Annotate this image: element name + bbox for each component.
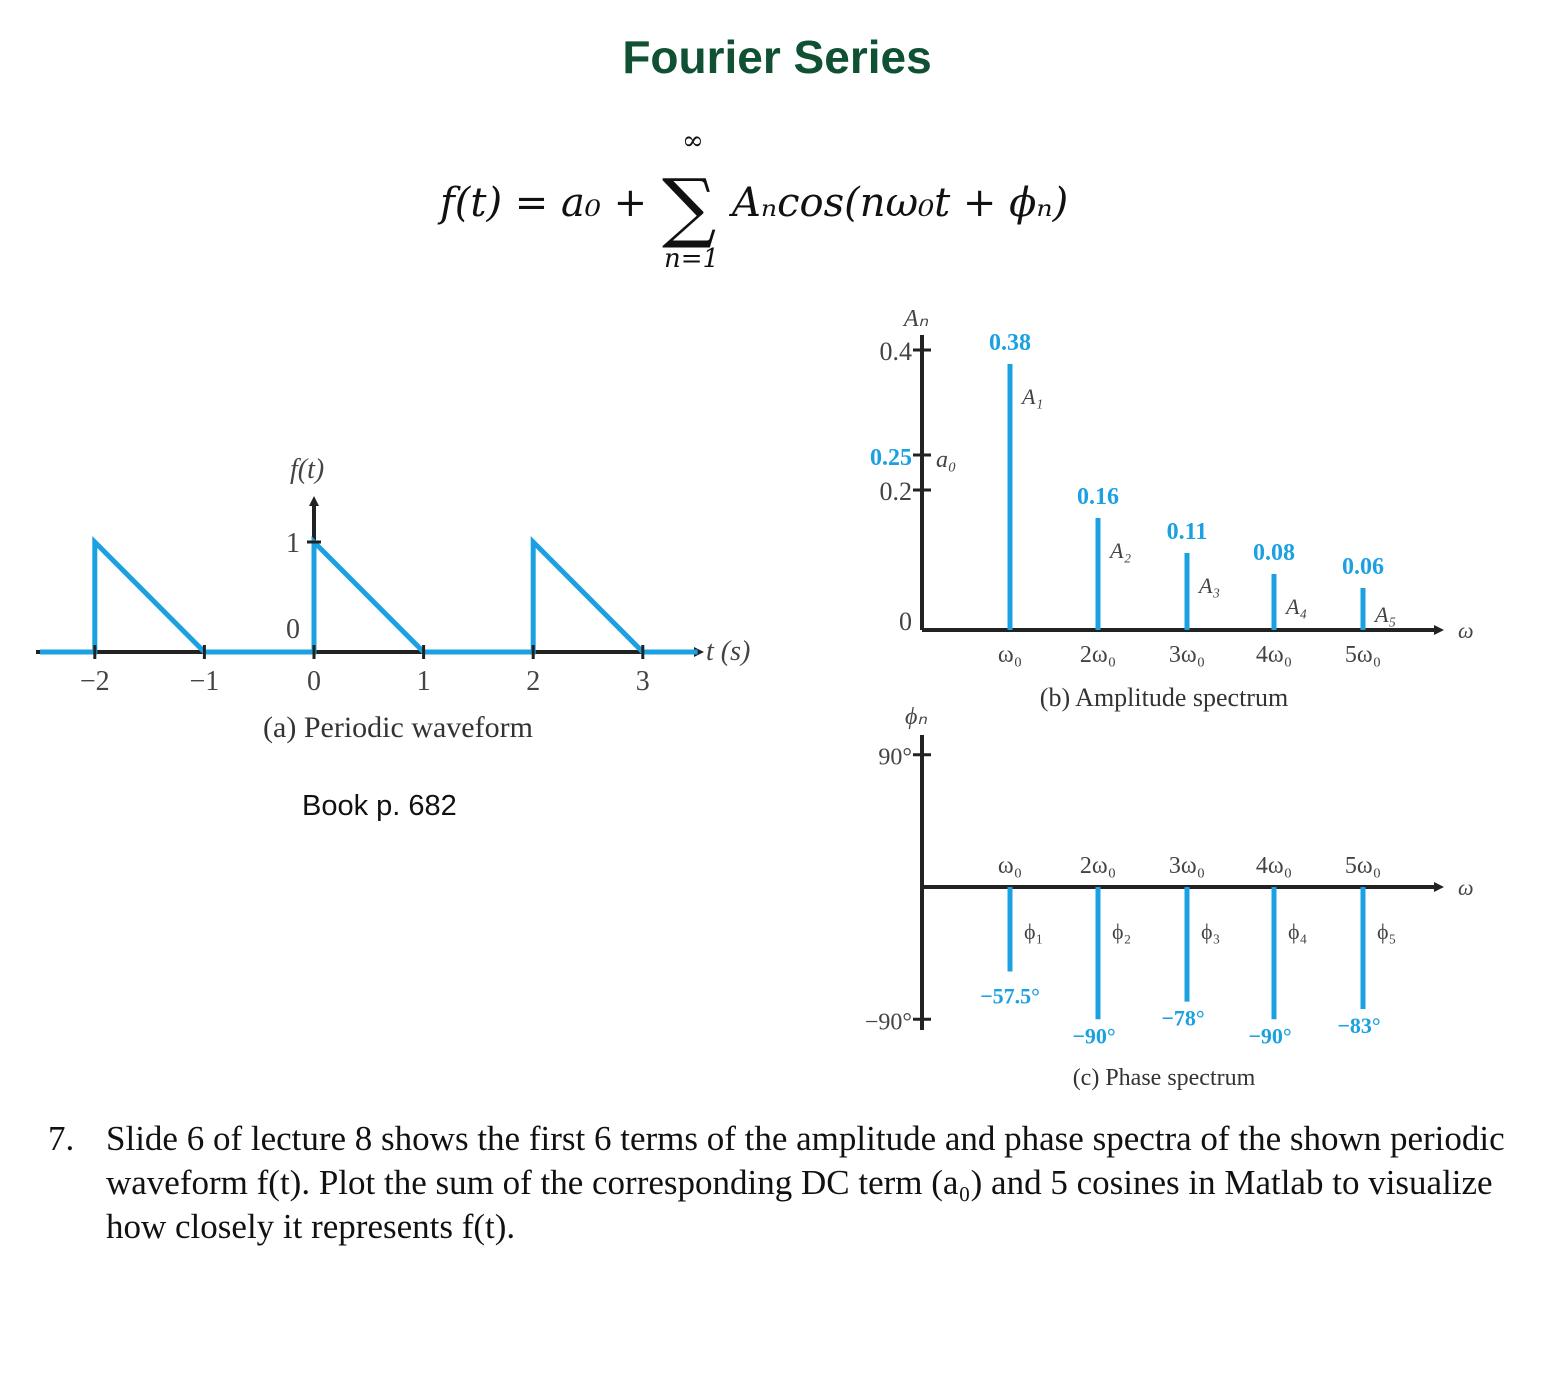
- amplitude-term-label: A₂: [1110, 538, 1132, 563]
- amplitude-value-label: 0.38: [989, 330, 1031, 356]
- y-tick-label: 90°: [878, 744, 912, 771]
- book-reference: Book p. 682: [302, 790, 457, 822]
- sum-symbol: ∑: [662, 162, 717, 251]
- chart-caption: (b) Amplitude spectrum: [1039, 683, 1289, 712]
- question-number: 7.: [48, 1119, 75, 1158]
- phase-term-label: ϕ₅: [1377, 919, 1397, 944]
- amplitude-value-label: 0.08: [1253, 540, 1295, 566]
- amplitude-spectrum-chart: [870, 306, 1474, 712]
- x-tick-label: 2ω₀: [1079, 642, 1117, 668]
- y-axis-label: Aₙ: [903, 306, 929, 332]
- y-axis-label: f(t): [290, 454, 325, 485]
- phase-term-label: ϕ₁: [1024, 919, 1044, 944]
- phase-term-label: ϕ₄: [1288, 919, 1308, 944]
- phase-value-label: −83°: [1337, 1013, 1381, 1039]
- phase-value-label: −57.5°: [980, 983, 1040, 1009]
- x-tick-label: 1: [416, 666, 431, 697]
- y-tick-label: −90°: [864, 1009, 912, 1036]
- phase-term-label: ϕ₂: [1112, 919, 1132, 944]
- formula-lhs: f(t) = a₀ +: [440, 180, 648, 226]
- x-tick-label: 3ω₀: [1168, 642, 1206, 668]
- amplitude-term-label: A₄: [1286, 594, 1308, 619]
- x-tick-label: 5ω₀: [1344, 642, 1382, 668]
- chart-caption: (c) Phase spectrum: [1072, 1065, 1256, 1091]
- x-tick-label: −2: [79, 666, 110, 697]
- x-tick-label: 3: [635, 666, 650, 697]
- y-axis-label: ϕₙ: [905, 704, 927, 730]
- phase-value-label: −78°: [1161, 1005, 1205, 1031]
- x-tick-label: 2: [526, 666, 541, 697]
- amplitude-value-label: 0.16: [1077, 484, 1119, 510]
- y-tick-label: 1: [286, 528, 300, 559]
- y-tick-label: 0.4: [879, 337, 912, 366]
- x-tick-label: ω₀: [997, 642, 1023, 668]
- phase-term-label: ϕ₃: [1201, 919, 1221, 944]
- amplitude-term-label: A₁: [1022, 384, 1044, 409]
- amplitude-value-label: 0.06: [1342, 554, 1384, 580]
- x-tick-label: 5ω₀: [1344, 853, 1382, 879]
- x-tick-label: 3ω₀: [1168, 853, 1206, 879]
- waveform-series: [40, 542, 698, 652]
- x-tick-label: 4ω₀: [1255, 853, 1293, 879]
- amplitude-term-label: A₃: [1199, 573, 1221, 598]
- phase-spectrum-chart: [865, 704, 1474, 1091]
- x-tick-label: ω₀: [997, 853, 1023, 879]
- formula-rhs: Aₙcos(nω₀t + ϕₙ): [732, 180, 1069, 226]
- y-tick-label: 0: [286, 614, 300, 645]
- slide-title: Fourier Series: [622, 31, 932, 83]
- amplitude-value-label: 0.11: [1166, 519, 1208, 545]
- x-tick-label: 2ω₀: [1079, 853, 1117, 879]
- sum-lower-limit: n=1: [664, 244, 720, 274]
- phase-value-label: −90°: [1248, 1023, 1292, 1049]
- chart-caption: (a) Periodic waveform: [263, 711, 533, 744]
- y-tick-label: 0.2: [879, 477, 912, 506]
- phase-value-label: −90°: [1072, 1023, 1116, 1049]
- x-axis-label: t (s): [706, 636, 751, 667]
- dc-term-label: a₀: [936, 447, 957, 473]
- dc-value-label: 0.25: [870, 445, 912, 471]
- question-text: Slide 6 of lecture 8 shows the first 6 terms of the amplitude and phase spectra of the shown periodic waveform f(t). Plot the sum of the corresponding DC term (a₀) and 5 cosines in Matlab to visualize how closely it represents f(t).: [106, 1119, 1505, 1246]
- x-axis-label: ω: [1458, 618, 1474, 643]
- periodic-waveform-chart: [36, 454, 750, 744]
- x-tick-label: 4ω₀: [1255, 642, 1293, 668]
- x-tick-label: −1: [189, 666, 220, 697]
- x-axis-label: ω: [1458, 875, 1474, 900]
- x-tick-label: 0: [307, 666, 321, 697]
- y-tick-label: 0: [899, 607, 912, 636]
- amplitude-term-label: A₅: [1375, 602, 1397, 627]
- sum-upper-limit: ∞: [682, 126, 704, 156]
